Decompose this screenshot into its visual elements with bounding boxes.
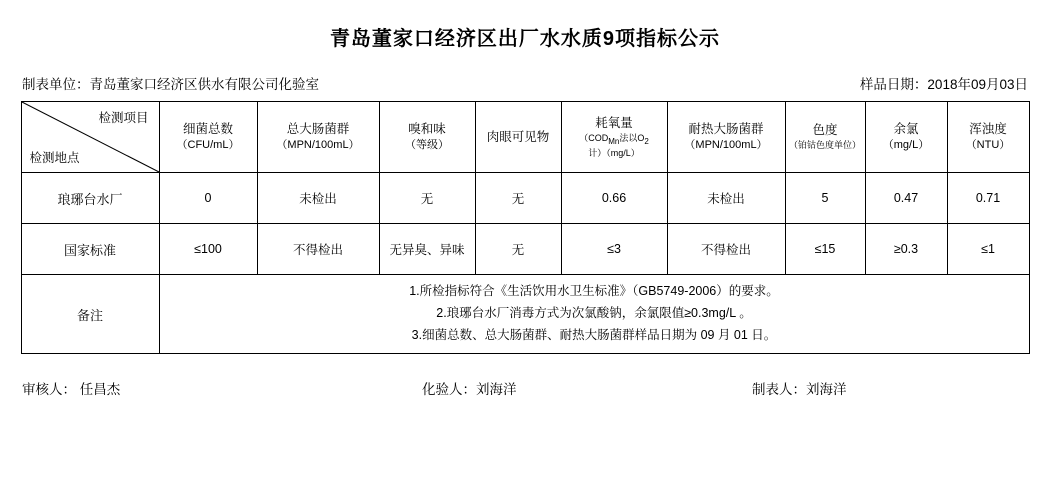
column-header-unit-2: 计）（mg/L）: [588, 148, 640, 159]
table-row: [21, 224, 1029, 275]
cell-value: ≤15: [785, 224, 865, 275]
column-header-unit: （MPN/100mL）: [684, 139, 768, 152]
note-line: 1.所检指标符合《生活饮用水卫生标准》（GB5749-2006）的要求。: [409, 284, 779, 299]
row-label-plant: 琅琊台水厂: [21, 173, 159, 224]
maker-unit-label: 制表单位：青岛董家口经济区供水有限公司化验室: [22, 77, 319, 92]
cell-value: ≥0.3: [865, 224, 947, 275]
cell-value: 0.71: [947, 173, 1029, 224]
cell-value: 0: [159, 173, 257, 224]
tester-label: 化验人：刘海洋: [422, 382, 517, 397]
cell-value: 0.47: [865, 173, 947, 224]
cell-value: ≤1: [947, 224, 1029, 275]
row-label-national-standard: 国家标准: [21, 224, 159, 275]
column-header-name: 耐热大肠菌群: [688, 122, 764, 137]
column-header-name: 色度: [812, 123, 838, 138]
column-header-name: 浑浊度: [969, 122, 1007, 137]
table-notes-row: [21, 275, 1029, 354]
column-header-unit: （mg/L）: [882, 139, 930, 152]
cell-value: 5: [785, 173, 865, 224]
column-header-unit: （CFU/mL）: [176, 139, 240, 152]
column-header-odor-taste: [379, 102, 475, 173]
notes-label: 备注: [21, 275, 159, 354]
water-quality-table: [21, 101, 1030, 354]
cell-value: ≤3: [561, 224, 667, 275]
column-header-turbidity: [947, 102, 1029, 173]
column-header-oxygen-consumption: [561, 102, 667, 173]
column-header-residual-chlorine: [865, 102, 947, 173]
column-header-name: 余氯: [893, 122, 919, 137]
cell-value: 无: [475, 224, 561, 275]
cell-value: 无: [379, 173, 475, 224]
cell-value: 无异臭、异味: [379, 224, 475, 275]
column-header-visible-matter: [475, 102, 561, 173]
note-line: 2.琅琊台水厂消毒方式为次氯酸钠，余氯限值≥0.3mg/L 。: [436, 306, 752, 321]
page-title: 青岛董家口经济区出厂水水质9项指标公示: [329, 28, 721, 50]
column-header-total-coliform: [257, 102, 379, 173]
header-corner-bottom-left: 检测地点: [29, 151, 80, 165]
column-header-chroma: [785, 102, 865, 173]
cell-value: 未检出: [257, 173, 379, 224]
cell-value: ≤100: [159, 224, 257, 275]
column-header-thermotolerant-coliform: [667, 102, 785, 173]
table-header-row: [21, 102, 1029, 173]
column-header-name: 嗅和味: [408, 122, 446, 137]
meta-row: [0, 51, 1050, 101]
header-corner-top-right: 检测项目: [98, 111, 149, 125]
note-line: 3.细菌总数、总大肠菌群、耐热大肠菌群样品日期为 09 月 01 日。: [411, 327, 777, 342]
cell-value: 不得检出: [257, 224, 379, 275]
column-header-name: 细菌总数: [182, 122, 233, 137]
column-header-unit: （$COD_{Mn}$法以$O_2$: [579, 132, 649, 146]
cell-value: 无: [475, 173, 561, 224]
footer-signatures: [0, 354, 1050, 398]
table-row: [21, 173, 1029, 224]
column-header-name: 肉眼可见物: [486, 129, 550, 144]
cell-value: 未检出: [667, 173, 785, 224]
cell-value: 0.66: [561, 173, 667, 224]
column-header-name: 耗氧量: [595, 115, 633, 130]
column-header-unit: （MPN/100mL）: [276, 139, 360, 152]
column-header-unit: （NTU）: [965, 139, 1011, 152]
reviewer-label: 审核人： 任昌杰: [22, 382, 121, 397]
column-header-name: 总大肠菌群: [286, 122, 350, 137]
column-header-unit: （铂钴色度单位）: [788, 140, 861, 151]
preparer-label: 制表人：刘海洋: [752, 382, 847, 397]
column-header-unit: （等级）: [405, 139, 449, 152]
header-corner-cell: [21, 102, 159, 173]
sample-date-label: 样品日期：2018年09月03日: [859, 77, 1028, 92]
notes-body: [159, 275, 1029, 354]
cell-value: 不得检出: [667, 224, 785, 275]
column-header-bacteria-count: [159, 102, 257, 173]
